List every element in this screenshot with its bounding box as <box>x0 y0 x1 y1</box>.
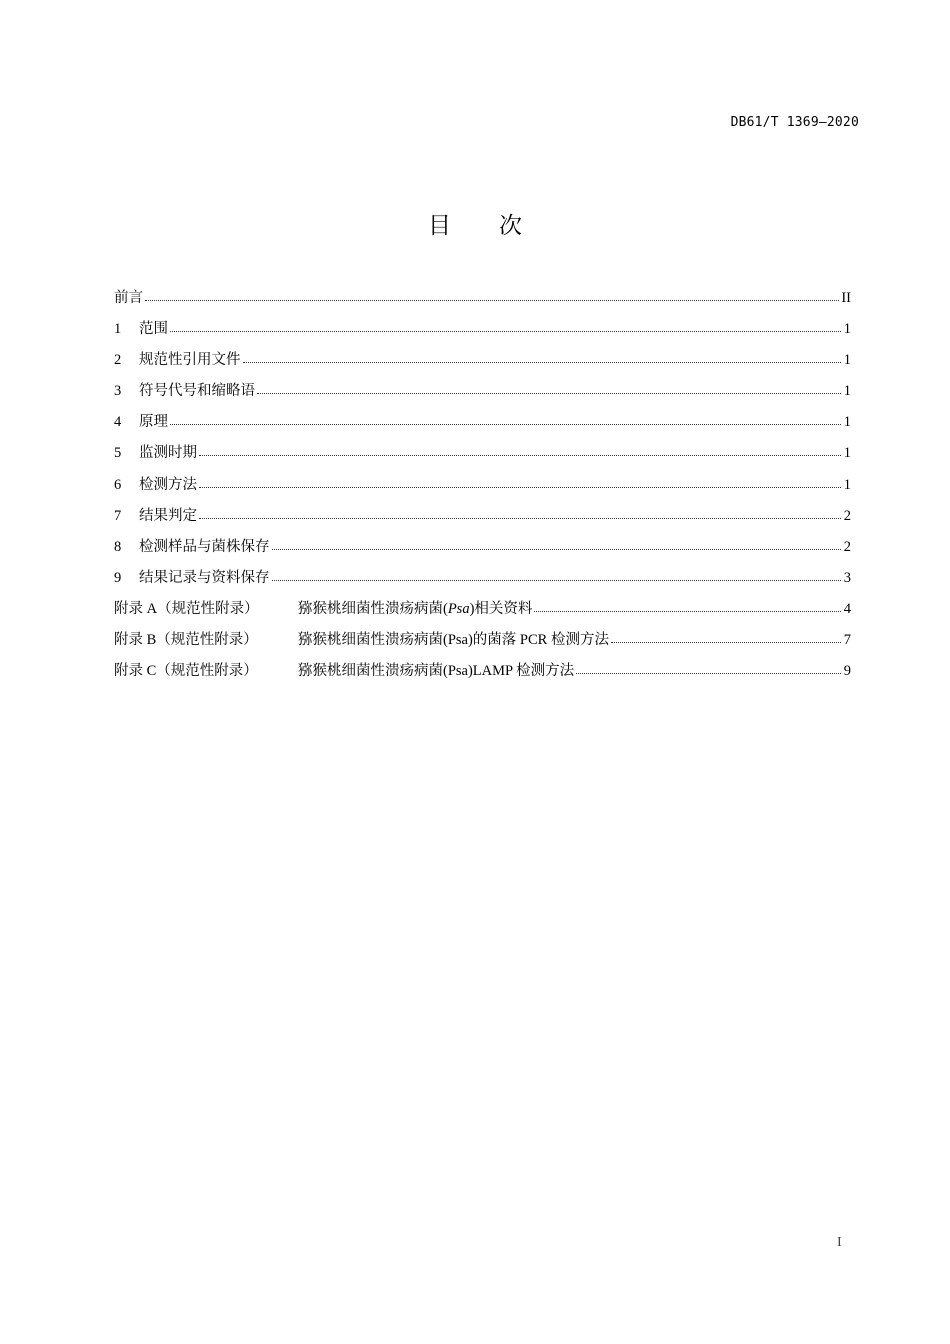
toc-entry-page: 4 <box>843 600 851 617</box>
leader-dots <box>576 661 841 675</box>
toc-entry-number: 9 <box>114 569 122 586</box>
leader-dots <box>243 350 842 364</box>
toc-entry-9[interactable] <box>114 567 851 598</box>
toc-entry-3[interactable] <box>114 380 851 411</box>
toc-entry-number: 7 <box>114 507 122 524</box>
leader-dots <box>611 630 841 644</box>
toc-entry-page: 1 <box>843 445 851 462</box>
toc-entry-foreword[interactable] <box>114 287 851 318</box>
toc-entry-page: 3 <box>843 569 851 586</box>
toc-entry-page: 1 <box>843 476 851 493</box>
document-code: DB61/T 1369—2020 <box>730 115 859 130</box>
leader-dots <box>170 319 841 333</box>
toc-entry-page: 2 <box>843 538 851 555</box>
label-italic-text: Psa <box>447 600 470 617</box>
leader-dots <box>199 443 841 457</box>
toc-entry-number: 3 <box>114 383 122 400</box>
toc-entry-8[interactable] <box>114 536 851 567</box>
toc-entry-1[interactable] <box>114 318 851 349</box>
toc-entry-number: 5 <box>114 445 122 462</box>
toc-entry-label <box>298 598 532 620</box>
toc-entry-label: 检测方法 <box>139 476 197 493</box>
toc-entry-page: II <box>841 290 851 306</box>
leader-dots <box>199 475 841 489</box>
leader-dots <box>534 599 841 613</box>
toc-entry-appendix-a[interactable] <box>114 598 851 629</box>
toc-entry-page: 1 <box>843 383 851 400</box>
label-text: 猕猴桃细菌性溃疡病菌( <box>298 600 448 617</box>
appendix-prefix: 附录 C（规范性附录） <box>114 663 258 680</box>
toc-entry-label: 前言 <box>114 290 143 306</box>
toc-entry-label: 结果记录与资料保存 <box>139 569 270 586</box>
label-text: )相关资料 <box>469 600 533 617</box>
toc-entry-6[interactable] <box>114 474 851 505</box>
toc-entry-label: 范围 <box>139 321 168 338</box>
toc-entry-label: 原理 <box>139 414 168 431</box>
toc-entry-appendix-b[interactable] <box>114 629 851 660</box>
toc-entry-page: 2 <box>843 507 851 524</box>
page-title <box>0 207 950 240</box>
toc-entry-number: 4 <box>114 414 122 431</box>
toc-entry-page: 1 <box>843 321 851 338</box>
toc-entry-7[interactable] <box>114 505 851 536</box>
appendix-prefix: 附录 B（规范性附录） <box>114 632 258 649</box>
toc-entry-number: 6 <box>114 476 122 493</box>
leader-dots <box>170 412 841 426</box>
toc-entry-label: 监测时期 <box>139 445 197 462</box>
toc-entry-page: 7 <box>843 632 851 649</box>
toc-entry-label: 规范性引用文件 <box>139 352 241 369</box>
leader-dots <box>145 288 839 302</box>
toc-entry-5[interactable] <box>114 442 851 473</box>
leader-dots <box>272 537 842 551</box>
leader-dots <box>257 381 841 395</box>
title-char-1: 目 <box>428 213 451 239</box>
page-number: I <box>837 1235 842 1250</box>
toc-entry-label: 符号代号和缩略语 <box>139 383 255 400</box>
toc-entry-number: 8 <box>114 538 122 555</box>
title-char-2: 次 <box>499 213 522 239</box>
toc-entry-label: 结果判定 <box>139 507 197 524</box>
leader-dots <box>272 568 842 582</box>
table-of-contents <box>114 287 851 691</box>
toc-entry-appendix-c[interactable] <box>114 660 851 691</box>
toc-entry-label: 猕猴桃细菌性溃疡病菌(Psa)LAMP 检测方法 <box>298 663 575 680</box>
toc-entry-4[interactable] <box>114 411 851 442</box>
toc-entry-number: 1 <box>114 321 122 338</box>
toc-entry-page: 9 <box>843 663 851 680</box>
toc-entry-page: 1 <box>843 414 851 431</box>
toc-entry-2[interactable] <box>114 349 851 380</box>
leader-dots <box>199 506 841 520</box>
appendix-prefix: 附录 A（规范性附录） <box>114 600 259 617</box>
toc-entry-number: 2 <box>114 352 122 369</box>
toc-entry-label: 猕猴桃细菌性溃疡病菌(Psa)的菌落 PCR 检测方法 <box>298 632 609 649</box>
toc-entry-label: 检测样品与菌株保存 <box>139 538 270 555</box>
toc-entry-page: 1 <box>843 352 851 369</box>
